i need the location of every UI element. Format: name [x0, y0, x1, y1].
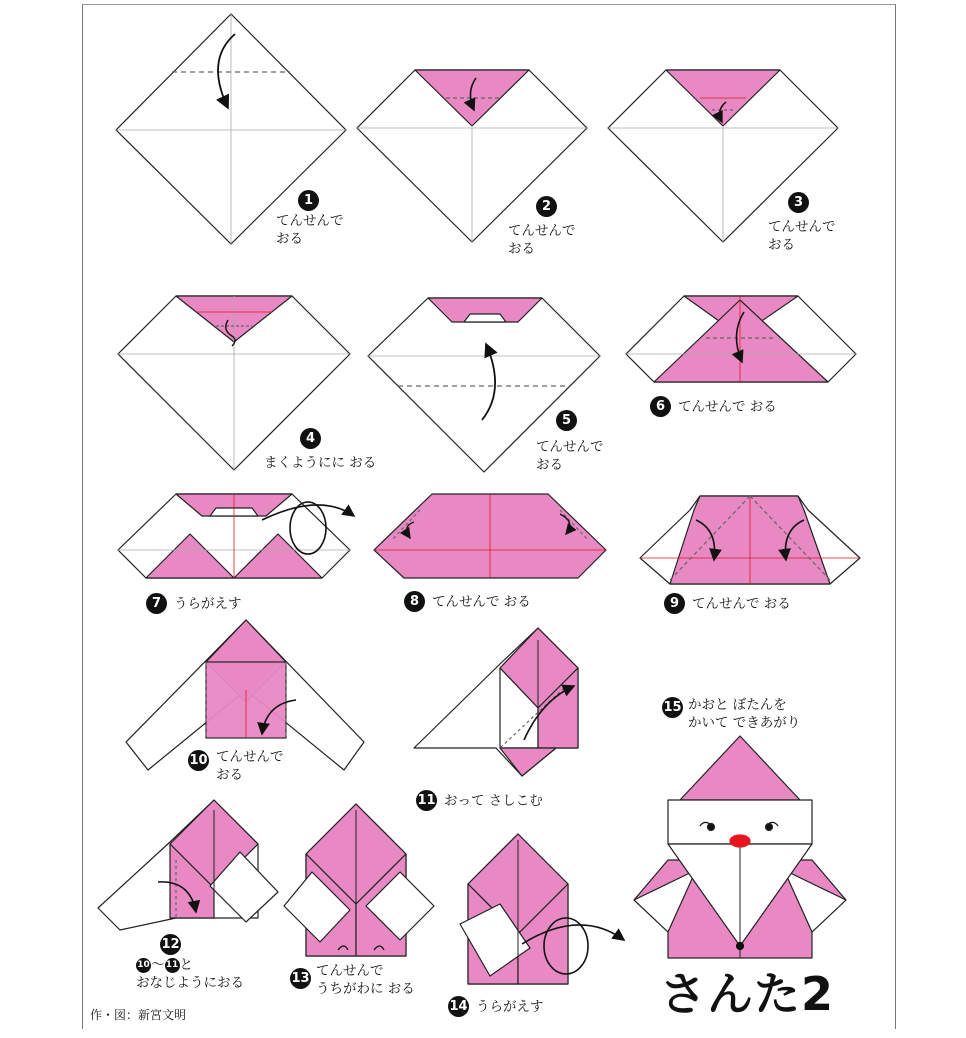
step-10-caption	[216, 748, 284, 784]
caption-line: てんせんで	[508, 223, 576, 239]
step-number: 7	[146, 593, 167, 614]
step-number: 4	[300, 428, 321, 449]
caption-line: てんせんで	[276, 213, 344, 229]
caption-line: おる	[768, 237, 795, 253]
caption-line: おる	[276, 231, 303, 247]
caption-line: うらがえす	[476, 999, 544, 1015]
step-14-caption	[476, 998, 544, 1016]
step-7-caption	[174, 595, 242, 613]
step-number: 1	[298, 190, 319, 211]
caption-line: おる	[508, 241, 535, 257]
caption-line: てんせんで おる	[692, 596, 791, 612]
caption-line: おって さしこむ	[444, 793, 543, 809]
step-6-figure	[626, 296, 856, 382]
step-number: 14	[448, 996, 469, 1017]
step-15-santa	[634, 736, 846, 958]
nose-dot	[730, 835, 750, 847]
caption-line: うちがわに おる	[316, 981, 415, 997]
step-number: 5	[556, 410, 577, 431]
step-1-caption	[276, 212, 344, 248]
caption-line: てんせんで	[316, 963, 384, 979]
step-12-figure	[98, 800, 278, 930]
step-3-caption	[768, 218, 836, 254]
step-11-figure	[414, 628, 578, 776]
caption-line	[136, 956, 244, 974]
caption-line: かいて できあがり	[688, 715, 801, 731]
caption-line: てんせんで おる	[678, 399, 777, 415]
caption-line: おる	[536, 457, 563, 473]
step-7-figure	[118, 494, 354, 578]
step-12-caption	[136, 956, 244, 992]
step-number: 6	[650, 396, 671, 417]
step-number: 2	[536, 196, 557, 217]
caption-line: まくようにに おる	[264, 455, 377, 471]
caption-line: おる	[216, 767, 243, 783]
step-2-figure	[357, 70, 587, 242]
step-number: 15	[662, 697, 683, 718]
caption-range-sep: 〜	[151, 957, 165, 973]
step-15-caption	[688, 696, 800, 732]
step-13-caption	[316, 962, 415, 998]
step-number: 9	[664, 593, 685, 614]
caption-line: うらがえす	[174, 596, 242, 612]
step-number: 11	[416, 790, 437, 811]
step-8-figure	[374, 494, 606, 578]
ref-number: 11	[165, 958, 180, 973]
step-number: 8	[404, 591, 425, 612]
page-title: さんた2	[660, 967, 835, 1021]
caption-line: おなじようにおる	[136, 975, 244, 991]
step-14-figure	[460, 834, 624, 984]
button-dot	[737, 943, 744, 950]
step-9-figure	[640, 496, 860, 584]
ref-number: 10	[136, 958, 151, 973]
step-8-caption	[432, 593, 531, 611]
step-2-caption	[508, 222, 576, 258]
caption-line: てんせんで	[536, 439, 604, 455]
step-number: 10	[188, 750, 209, 771]
caption-line: てんせんで おる	[432, 594, 531, 610]
credit-text: 作・図：新宮文明	[90, 1008, 187, 1022]
step-number: 13	[290, 968, 311, 989]
step-3-figure	[608, 70, 838, 242]
caption-line: てんせんで	[768, 219, 836, 235]
step-number: 12	[160, 934, 181, 955]
caption-line: てんせんで	[216, 749, 284, 765]
caption-line: かおと ぼたんを	[688, 697, 787, 713]
step-9-caption	[692, 595, 791, 613]
step-13-figure	[284, 804, 434, 956]
step-6-caption	[678, 398, 777, 416]
step-number: 3	[788, 192, 809, 213]
step-5-caption	[536, 438, 604, 474]
caption-particle: と	[179, 957, 193, 973]
step-4-caption	[264, 454, 376, 472]
step-11-caption	[444, 792, 543, 810]
